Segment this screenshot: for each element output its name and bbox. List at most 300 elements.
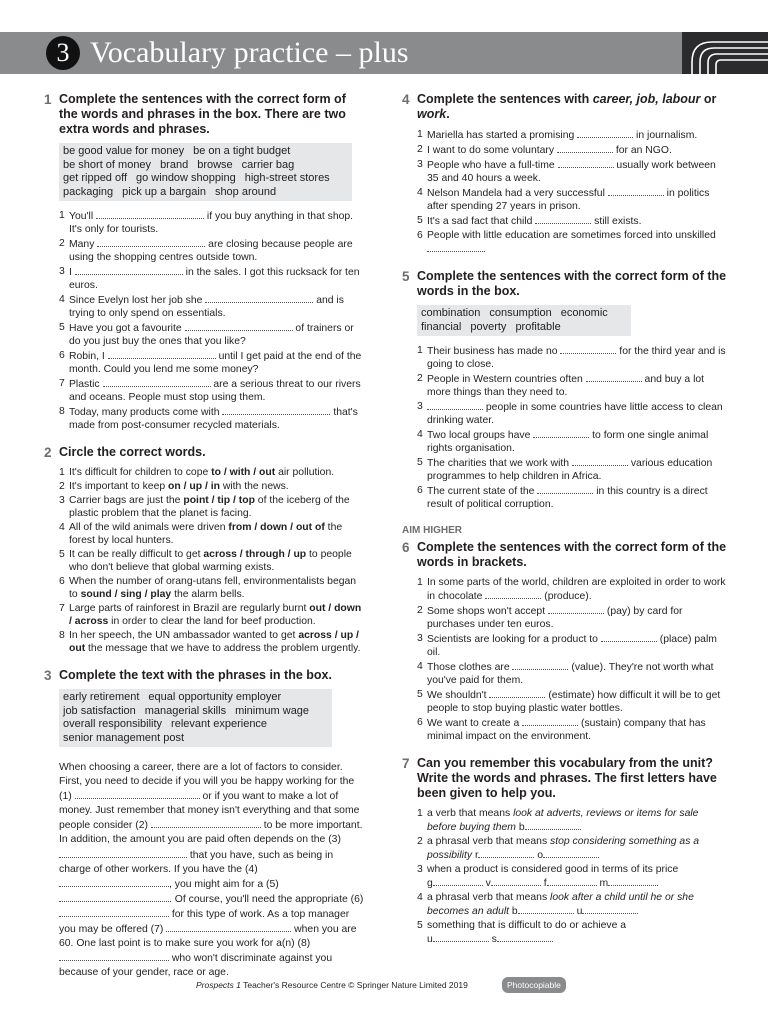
answer-blank[interactable] [543, 848, 599, 858]
item-text-start: All of the wild animals were driven [69, 522, 229, 533]
exercise-instruction: Complete the sentences with the correct form of the words and phrases in the box. There are two extra words and phrases. [59, 92, 346, 136]
item-text-end: of trainers or do you just buy the ones that you like? [69, 323, 354, 347]
answer-blank[interactable] [151, 818, 261, 828]
item-text [427, 143, 728, 157]
item-text-end: until I get paid at the end of the month. Could you lend me some money? [69, 351, 362, 375]
word-choice[interactable]: sound / sing / play [80, 589, 172, 600]
exercise-number: 6 [402, 540, 410, 555]
item-text [427, 835, 728, 862]
exercise-instruction: Complete the text with the phrases in the box. [59, 668, 332, 682]
item-text-start: People who have a full-time [427, 160, 558, 171]
answer-blank[interactable] [427, 242, 483, 252]
list-item [59, 293, 364, 320]
list-item [417, 660, 728, 687]
item-number: 3 [417, 401, 423, 412]
exercise-number: 1 [44, 92, 52, 107]
answer-blank[interactable] [547, 876, 597, 886]
item-text-end: and is trying to only spend on essentials. [69, 295, 344, 319]
box-word: pick up a bargain [122, 185, 206, 198]
item-text-end: in this country is a direct result of political corruption. [427, 486, 708, 510]
answer-blank[interactable] [525, 820, 581, 830]
answer-blank[interactable] [59, 877, 169, 887]
item-number: 3 [59, 266, 65, 277]
item-number: 7 [59, 378, 65, 389]
answer-blank[interactable] [59, 892, 169, 902]
text-segment: or if you want to make a lot of money. Just remember that money isn't everything and that some people consider (2) [59, 791, 360, 832]
item-definition: stop considering something as a possibility [427, 836, 700, 861]
answer-blank[interactable] [572, 456, 628, 466]
answer-blank[interactable] [601, 632, 657, 642]
box-word: minimum wage [235, 704, 310, 717]
word-choice[interactable]: to / with / out [211, 467, 276, 478]
item-number: 2 [59, 481, 65, 492]
answer-blank[interactable] [59, 848, 187, 858]
text-segment: who won't discriminate against you because of your gender, race or age. [59, 953, 333, 979]
item-text-start: Since Evelyn lost her job she [69, 295, 206, 306]
item-text [427, 428, 728, 455]
list-item [417, 372, 728, 399]
item-definition: look at adverts, reviews or items for sale before buying them [427, 808, 699, 833]
exercise-instruction: Can you remember this vocabulary from the unit? Write the words and phrases. The first letters have been given to help you. [417, 756, 717, 800]
hint-letter: f [543, 878, 547, 889]
item-number: 4 [417, 892, 423, 903]
item-text-end: that's made from post-consumer recycled materials. [69, 407, 358, 431]
list-item [417, 186, 728, 213]
answer-blank[interactable] [427, 400, 483, 410]
item-number: 3 [417, 159, 423, 170]
item-text-end: for an NGO. [612, 145, 672, 156]
item-text-start: Today, many products come with [69, 407, 223, 418]
text-segment: for this type of work. As a top manager you may be offered (7) [59, 908, 350, 936]
list-item [59, 575, 364, 601]
item-number: 4 [417, 661, 423, 672]
hint-letter: u [576, 906, 583, 917]
list-item [59, 480, 364, 493]
box-word: be on a tight budget [193, 145, 291, 157]
box-word: relevant experience [171, 718, 268, 730]
answer-blank[interactable] [205, 293, 313, 303]
item-text-end: if you buy anything in that shop. It's only for tourists. [69, 211, 354, 235]
item-number: 5 [59, 322, 65, 333]
item-text [427, 807, 728, 834]
item-text-start: We shouldn't [427, 690, 490, 701]
item-text-start: It's difficult for children to cope [69, 467, 212, 478]
box-word: job satisfaction [63, 704, 136, 717]
answer-blank[interactable] [433, 932, 489, 942]
item-text-start: Those clothes are [427, 662, 513, 673]
list-item [417, 688, 728, 715]
item-text-end: (value). They're not worth what you've paid for them. [427, 662, 714, 686]
exercise-1-items [59, 209, 364, 432]
text-segment: that you have, such as being in charge of other workers. If you have the (4) [59, 849, 334, 875]
box-word: carrier bag [241, 158, 295, 171]
box-word: senior management post [63, 731, 185, 744]
list-item [417, 344, 728, 371]
answer-blank[interactable] [535, 214, 591, 224]
list-item [417, 456, 728, 483]
exercise-instruction: Complete the sentences with the correct form of the words in brackets. [417, 540, 727, 569]
item-text-end: the message that we have to address the problem urgently. [85, 643, 361, 654]
item-text [427, 456, 728, 483]
item-text-start: It's a sad fact that child [427, 216, 536, 227]
exercise-instruction: Complete the sentences with career, job, labour or work. [417, 92, 717, 121]
box-word: go window shopping [136, 172, 236, 184]
exercise-7-items [417, 807, 728, 946]
item-text-end: in politics after spending 27 years in prison. [427, 188, 710, 212]
answer-blank[interactable] [59, 907, 169, 917]
item-text-end: are closing because people are using the shopping centres outside town. [69, 239, 353, 263]
list-item [59, 521, 364, 547]
answer-blank[interactable] [103, 377, 211, 387]
box-word: overall responsibility [63, 718, 163, 730]
item-text-end: usually work between 35 and 40 hours a week. [427, 160, 716, 184]
list-item [59, 629, 364, 655]
answer-blank[interactable] [166, 922, 291, 932]
list-item [59, 548, 364, 574]
item-text-start: Scientists are looking for a product to [427, 634, 601, 645]
answer-blank[interactable] [522, 716, 578, 726]
item-text-start: Robin, I [69, 351, 108, 362]
list-item [417, 807, 728, 834]
item-text [427, 863, 728, 890]
answer-blank[interactable] [557, 143, 613, 153]
item-number: 4 [59, 294, 65, 305]
item-text-start: In some parts of the world, children are exploited in order to work in chocolate [427, 577, 726, 602]
exercise-5-heading [402, 269, 728, 299]
item-number: 1 [417, 345, 423, 356]
list-item [417, 919, 728, 946]
item-text [69, 293, 364, 320]
right-column [402, 92, 728, 947]
answer-blank[interactable] [185, 321, 293, 331]
item-text-end: (sustain) company that has minimal impact on the environment. [427, 718, 706, 742]
answer-blank[interactable] [485, 589, 541, 599]
item-text-end: various education programmes to help children in Africa. [427, 458, 713, 482]
list-item [417, 214, 728, 228]
list-item [417, 863, 728, 890]
box-word: shop around [214, 185, 277, 198]
item-text-end: are a serious threat to our rivers and oceans. People must stop using them. [69, 379, 361, 403]
word-box [59, 689, 332, 747]
item-text [69, 466, 364, 479]
exercise-7-heading [402, 756, 728, 801]
item-number: 5 [59, 549, 65, 560]
item-text-start: something that is difficult to do or achieve a [427, 920, 627, 931]
answer-blank[interactable] [222, 405, 330, 415]
box-word: brand [160, 158, 189, 171]
item-text [69, 629, 364, 655]
item-text-start: The charities that we work with [427, 458, 572, 469]
item-text-start: Their business has made no [427, 346, 561, 357]
answer-blank[interactable] [489, 688, 545, 698]
list-item [417, 484, 728, 511]
item-definition: look after a child until he or she becomes an adult [427, 892, 694, 917]
box-word: profitable [515, 320, 561, 333]
word-choice[interactable]: on / up / in [168, 481, 220, 492]
item-text [69, 265, 364, 292]
item-number: 3 [417, 633, 423, 644]
list-item [59, 349, 364, 376]
item-number: 1 [417, 577, 423, 588]
item-number: 8 [59, 406, 65, 417]
list-item [417, 835, 728, 862]
item-number: 1 [417, 808, 423, 819]
item-number: 6 [59, 350, 65, 361]
item-text [69, 349, 364, 376]
item-text-end: (place) palm oil. [427, 634, 717, 658]
list-item [59, 377, 364, 404]
photocopiable-badge: Photocopiable [502, 977, 566, 993]
word-box [417, 305, 631, 336]
list-item [417, 128, 728, 142]
item-text-start: I want to do some voluntary [427, 145, 557, 156]
exercise-2-heading [44, 445, 364, 460]
item-text-start: Nelson Mandela had a very successful [427, 188, 608, 199]
item-number: 7 [59, 603, 65, 614]
answer-blank[interactable] [533, 428, 589, 438]
hint-letter: o [537, 850, 544, 861]
item-text [69, 494, 364, 520]
item-text [427, 576, 728, 603]
item-number: 8 [59, 630, 65, 641]
text-segment: . Of course, you'll need the appropriate (6) [169, 893, 364, 905]
word-choice[interactable]: across / up / out [69, 630, 359, 654]
exercise-2-items [59, 466, 364, 655]
answer-blank[interactable] [537, 484, 593, 494]
answer-blank[interactable] [586, 372, 642, 382]
page-title: Vocabulary practice – plus [90, 36, 409, 69]
exercise-5-items [417, 344, 728, 511]
item-text-start: Large parts of rainforest in Brazil are regularly burnt [69, 603, 310, 614]
item-text-end: and buy a lot more things than they need to. [427, 374, 705, 398]
exercise-6-heading [402, 540, 728, 570]
item-text-start: a phrasal verb that means [427, 892, 551, 903]
list-item [59, 209, 364, 236]
corner-stripes-icon [682, 32, 768, 74]
hint-letter: b [511, 906, 518, 917]
item-text-start: Some shops won't accept [427, 606, 548, 617]
answer-blank[interactable] [59, 951, 169, 961]
box-word: economic [560, 307, 608, 319]
word-choice[interactable]: across / through / up [203, 549, 307, 560]
list-item [417, 143, 728, 157]
item-number: 6 [59, 576, 65, 587]
item-text-end: to form one single animal rights organisation. [427, 430, 709, 454]
list-item [59, 494, 364, 520]
item-number: 3 [59, 495, 65, 506]
answer-blank[interactable] [478, 848, 534, 858]
answer-blank[interactable] [558, 158, 614, 168]
list-item [59, 321, 364, 348]
list-item [417, 716, 728, 743]
item-text [69, 209, 364, 236]
answer-blank[interactable] [548, 604, 604, 614]
exercise-number: 4 [402, 92, 410, 107]
item-text [427, 688, 728, 715]
box-word: be good value for money [63, 145, 185, 157]
exercise-number: 5 [402, 269, 410, 284]
answer-blank[interactable] [577, 128, 633, 138]
item-text-start: We want to create a [427, 718, 523, 729]
item-number: 1 [59, 467, 65, 478]
item-text-end: (estimate) how difficult it will be to get people to stop buying plastic water bottles. [427, 690, 721, 714]
item-text [69, 548, 364, 574]
item-text-end: in order to clear the land for beef production. [108, 616, 316, 627]
item-number: 3 [417, 864, 423, 875]
hint-letter: b [518, 822, 525, 833]
answer-blank[interactable] [96, 209, 204, 219]
item-text-end: (produce). [541, 591, 592, 602]
item-text-end: with the news. [219, 481, 289, 492]
item-text-start: when a product is considered good in terms of its price [427, 864, 679, 875]
item-text-start: Mariella has started a promising [427, 130, 578, 141]
footer-credit: Prospects 1 Teacher's Resource Centre © Springer Nature Limited 2019 [196, 980, 468, 990]
item-text [427, 400, 728, 427]
box-word: equal opportunity employer [148, 691, 282, 703]
hint-letter: g [427, 878, 433, 889]
item-text-start: The current state of the [427, 486, 538, 497]
item-text [427, 214, 728, 228]
word-choice[interactable]: from / down / out of [228, 522, 325, 533]
answer-blank[interactable] [97, 237, 205, 247]
exercise-instruction: Circle the correct words. [59, 445, 206, 459]
item-number: 5 [417, 215, 423, 226]
word-choice[interactable]: out / down / across [69, 603, 362, 627]
list-item [417, 604, 728, 631]
hint-letter: s [491, 934, 497, 945]
hint-letter: u [427, 934, 433, 945]
list-item [417, 229, 728, 256]
item-text-start: It can be really difficult to get [69, 549, 204, 560]
item-text-end: for the third year and is going to close. [427, 346, 726, 370]
item-text-start: When the number of orang-utans fell, environmentalists began to [69, 576, 357, 600]
item-text [69, 321, 364, 348]
answer-blank[interactable] [108, 349, 216, 359]
item-number: 6 [417, 485, 423, 496]
answer-blank[interactable] [75, 789, 200, 799]
item-text [427, 158, 728, 185]
exercise-1-heading [44, 92, 364, 137]
item-text-end: the alarm bells. [171, 589, 245, 600]
item-number: 1 [59, 210, 65, 221]
item-text [69, 237, 364, 264]
exercise-3-text [59, 761, 364, 980]
unit-number-badge: 3 [46, 36, 80, 70]
item-text-end: to people who don't believe that global warming exists. [69, 549, 352, 573]
answer-blank[interactable] [497, 932, 553, 942]
item-number: 1 [417, 129, 423, 140]
box-word: managerial skills [144, 704, 227, 717]
exercise-3-heading [44, 668, 364, 683]
item-text [69, 377, 364, 404]
exercise-instruction: Complete the sentences with the correct form of the words in the box. [417, 269, 727, 298]
unit-banner [0, 32, 768, 74]
item-text [69, 602, 364, 628]
answer-blank[interactable] [608, 876, 658, 886]
item-number: 4 [59, 522, 65, 533]
list-item [417, 576, 728, 603]
item-text [69, 405, 364, 432]
box-word: packaging [63, 185, 114, 198]
answer-blank[interactable] [75, 265, 183, 275]
answer-blank[interactable] [518, 904, 574, 914]
item-text-start: People in Western countries often [427, 374, 586, 385]
item-text-start: I [69, 267, 75, 278]
item-text [427, 128, 728, 142]
item-number: 4 [417, 187, 423, 198]
item-text-start: Plastic [69, 379, 103, 390]
item-number: 5 [417, 689, 423, 700]
item-text-start: a verb that means [427, 808, 514, 819]
hint-letter: v [485, 878, 491, 889]
item-text-end: in the sales. I got this rucksack for ten euros. [69, 267, 360, 291]
list-item [59, 602, 364, 628]
item-number: 2 [417, 836, 423, 847]
answer-blank[interactable] [512, 660, 568, 670]
exercise-number: 7 [402, 756, 410, 771]
answer-blank[interactable] [608, 186, 664, 196]
box-word: combination [421, 307, 481, 319]
item-text-start: In her speech, the UN ambassador wanted to get [69, 630, 299, 641]
list-item [59, 405, 364, 432]
item-text [427, 891, 728, 918]
item-text [427, 604, 728, 631]
text-segment: when you are 60. One last point is to make sure you work for a(n) (8) [59, 924, 357, 950]
text-segment: When choosing a career, there are a lot of factors to consider. First, you need to decide if you will you be happy working for the (1) [59, 762, 355, 803]
item-number: 4 [417, 429, 423, 440]
list-item [417, 400, 728, 427]
aim-higher-label: AIM HIGHER [402, 525, 462, 536]
item-text-start: It's important to keep [69, 481, 169, 492]
answer-blank[interactable] [491, 876, 541, 886]
item-text-end: . [483, 244, 486, 255]
item-text [427, 372, 728, 399]
item-text-end: (pay) by card for purchases under ten euros. [427, 606, 683, 630]
item-text-start: Two local groups have [427, 430, 534, 441]
item-text-end: people in some countries have little access to clean drinking water. [427, 402, 723, 426]
item-text [427, 484, 728, 511]
item-text-start: a phrasal verb that means [427, 836, 551, 847]
item-number: 6 [417, 230, 423, 241]
box-word: consumption [489, 307, 552, 319]
item-text-end: of the iceberg of the plastic problem that the planet is facing. [69, 495, 350, 519]
item-number: 2 [417, 144, 423, 155]
item-text-start: Have you got a favourite [69, 323, 185, 334]
item-number: 2 [417, 373, 423, 384]
answer-blank[interactable] [582, 904, 638, 914]
exercise-number: 2 [44, 445, 52, 460]
item-number: 2 [417, 605, 423, 616]
word-box [59, 143, 352, 201]
item-text-end: still exists. [591, 216, 642, 227]
word-choice[interactable]: point / tip / top [183, 495, 255, 506]
text-segment: to be more important. In addition, the amount you are paid often depends on the (3) [59, 820, 363, 846]
item-text-start: Carrier bags are just the [69, 495, 184, 506]
item-text [427, 186, 728, 213]
left-column [44, 92, 364, 980]
answer-blank[interactable] [433, 876, 483, 886]
item-text-end: air pollution. [275, 467, 335, 478]
list-item [59, 265, 364, 292]
list-item [59, 466, 364, 479]
hint-letter: r [474, 850, 479, 861]
item-text [69, 575, 364, 601]
item-text [427, 660, 728, 687]
box-word: browse [197, 158, 233, 171]
item-text-start: People with little education are sometimes forced into unskilled [427, 230, 716, 241]
answer-blank[interactable] [560, 344, 616, 354]
item-text-start: Many [69, 239, 98, 250]
